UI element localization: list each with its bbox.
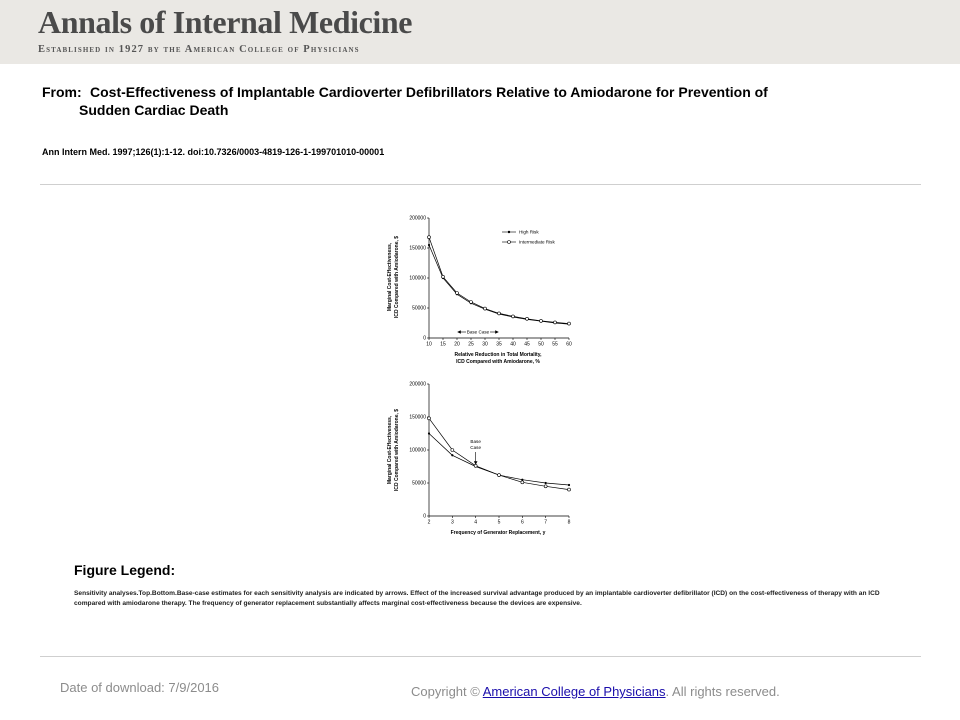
from-label: From:: [42, 84, 82, 100]
series-1-point: [428, 244, 430, 246]
article-title-line1: Cost-Effectiveness of Implantable Cardioverter Defibrillators Relative to Amiodarone for Prevention of: [90, 84, 768, 100]
chart-bottom-xlabel: Frequency of Generator Replacement, y: [450, 530, 546, 536]
chart-bottom-y-ticks: [409, 382, 429, 520]
series-2-point: [568, 322, 571, 325]
chart-bottom-x-ticks: [428, 516, 571, 526]
series-2-point: [470, 301, 473, 304]
x-tick-label: 25: [468, 341, 474, 348]
x-tick-label: 6: [520, 519, 524, 526]
copyright: [411, 684, 780, 699]
y-tick-label: 100000: [409, 275, 426, 282]
chart-bottom-ylabel-line1: Marginal Cost-Effectiveness,: [387, 415, 393, 485]
series-2-point: [428, 417, 431, 420]
series-2-point: [568, 488, 571, 491]
chart-top-y-ticks: [409, 216, 429, 342]
y-tick-label: 150000: [409, 245, 426, 252]
copyright-prefix: Copyright ©: [411, 684, 483, 699]
y-tick-label: 150000: [409, 414, 426, 421]
series-2-point: [540, 319, 543, 322]
figure-legend-text: Sensitivity analyses.Top.Bottom.Base-case estimates for each sensitivity analysis are indicated by arrows. Effect of the increased survival advantage produced by an implantable cardioverter defibrillator (ICD) on the cost-effectiveness of therapy with an ICD compared with amiodarone therapy. The frequency of generator replacement substantially affects marginal cost-effectiveness because the devices are expensive.: [74, 590, 880, 607]
journal-header: [0, 0, 960, 64]
series-2-point: [474, 464, 477, 467]
journal-logo: Annals of Internal Medicine: [38, 4, 413, 40]
series-2-point: [526, 317, 529, 320]
x-tick-label: 4: [474, 519, 478, 526]
chart-top-xlabel-line2: ICD Compared with Amiodarone, %: [456, 359, 540, 365]
x-tick-label: 5: [497, 519, 501, 526]
series-2-point: [484, 307, 487, 310]
y-tick-label: 0: [423, 513, 426, 520]
series-2-point: [451, 449, 454, 452]
divider-top: [40, 184, 921, 185]
chart-top-series: [428, 236, 571, 326]
chart-top-x-ticks: [426, 338, 572, 348]
chart-bottom-series: [428, 417, 571, 491]
x-tick-label: 40: [510, 341, 516, 348]
chart-bottom-axes: [429, 384, 569, 516]
x-tick-label: 55: [552, 341, 558, 348]
series-2-point: [498, 474, 501, 477]
y-tick-label: 100000: [409, 447, 426, 454]
series-1-point: [568, 484, 570, 486]
divider-bottom: [40, 656, 921, 657]
chart-bottom-ylabel-line2: ICD Compared with Amiodarone, $: [394, 408, 400, 492]
chart-top: [387, 216, 572, 365]
series-1-point: [545, 482, 547, 484]
series-2-point: [442, 275, 445, 278]
chart-top-axes: [429, 218, 569, 338]
x-tick-label: 3: [450, 519, 454, 526]
legend-high-risk: High Risk: [519, 229, 539, 235]
figure-charts: [380, 206, 580, 546]
base-case-label-line1: Base: [470, 439, 481, 444]
journal-tagline: Established in 1927 by the American College of Physicians: [38, 44, 360, 55]
base-case-label-line2: Case: [470, 445, 482, 450]
series-1-point: [428, 432, 430, 434]
copyright-suffix: . All rights reserved.: [665, 684, 780, 699]
x-tick-label: 15: [440, 341, 446, 348]
series-2-point: [498, 312, 501, 315]
legend-marker-high-risk: [508, 231, 510, 233]
chart-top-legend: [502, 230, 555, 245]
base-case-label: Base Case: [466, 329, 490, 335]
article-title-line2: Sudden Cardiac Death: [79, 102, 229, 118]
series-2-point: [428, 236, 431, 239]
x-tick-label: 10: [426, 341, 432, 348]
series-2-point: [456, 292, 459, 295]
citation: Ann Intern Med. 1997;126(1):1-12. doi:10.7326/0003-4819-126-1-199701010-00001: [42, 147, 385, 157]
chart-bottom: [387, 382, 571, 536]
series-2-point: [521, 481, 524, 484]
series-2-point: [544, 485, 547, 488]
chart-top-ylabel-line2: ICD Compared with Amiodarone, $: [394, 235, 400, 319]
x-tick-label: 20: [454, 341, 460, 348]
y-tick-label: 200000: [409, 215, 426, 222]
x-tick-label: 35: [496, 341, 502, 348]
series-line-2: [429, 237, 569, 323]
chart-top-base-case-annotation: [459, 330, 497, 335]
y-tick-label: 200000: [409, 381, 426, 388]
acp-link[interactable]: American College of Physicians: [482, 684, 666, 699]
legend-intermediate-risk: Intermediate Risk: [519, 239, 555, 245]
series-line-2: [429, 418, 569, 489]
legend-marker-intermediate-risk: [508, 241, 511, 244]
x-tick-label: 60: [566, 341, 572, 348]
x-tick-label: 7: [544, 519, 548, 526]
chart-bottom-base-case-annotation: [470, 439, 481, 463]
x-tick-label: 50: [538, 341, 544, 348]
chart-top-xlabel-line1: Relative Reduction in Total Mortality,: [454, 352, 542, 358]
series-1-point: [451, 454, 453, 456]
y-tick-label: 0: [423, 335, 426, 342]
series-2-point: [554, 321, 557, 324]
download-date: Date of download: 7/9/2016: [60, 680, 220, 695]
x-tick-label: 2: [427, 519, 431, 526]
figure-legend-heading: Figure Legend:: [74, 562, 176, 578]
series-line-1: [429, 434, 569, 485]
y-tick-label: 50000: [412, 305, 426, 312]
y-tick-label: 50000: [412, 480, 426, 487]
x-tick-label: 30: [482, 341, 488, 348]
x-tick-label: 8: [567, 519, 571, 526]
series-1-point: [521, 479, 523, 481]
chart-top-ylabel-line1: Marginal Cost-Effectiveness,: [387, 242, 393, 312]
x-tick-label: 45: [524, 341, 530, 348]
series-2-point: [512, 315, 515, 318]
